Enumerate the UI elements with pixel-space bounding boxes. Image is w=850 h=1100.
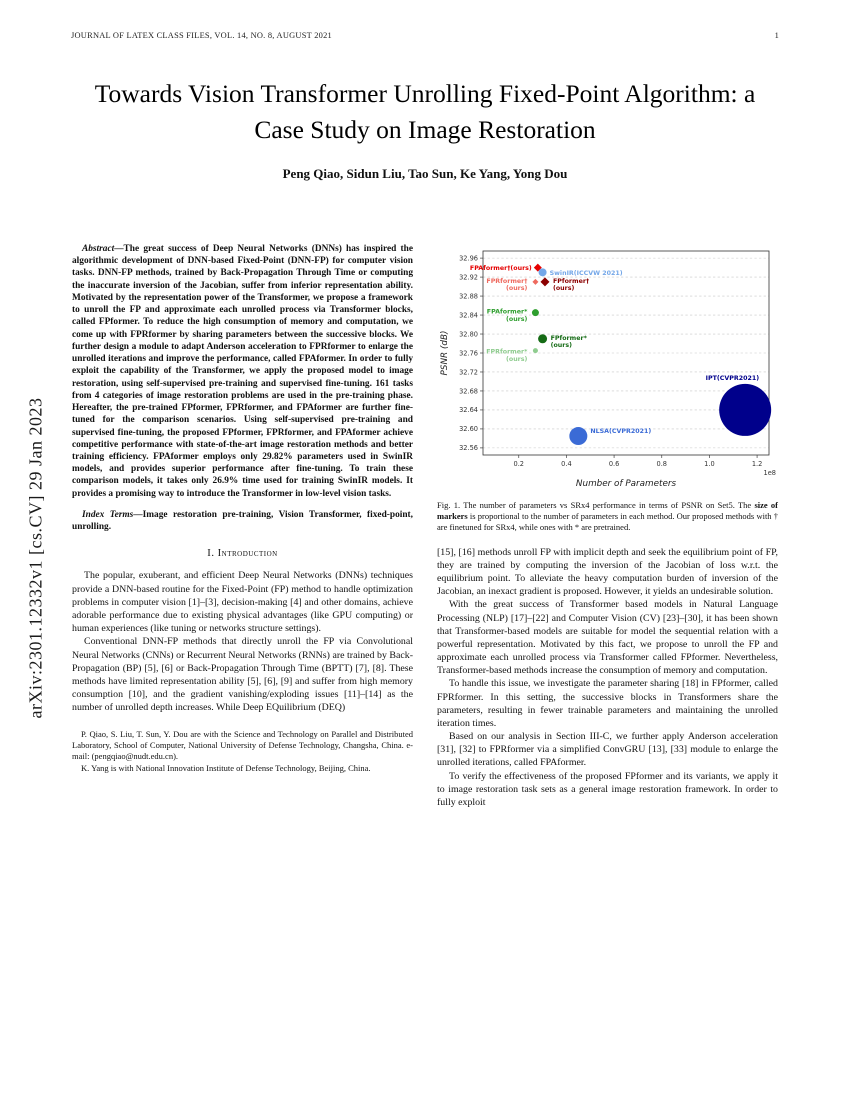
body-paragraph-4: Based on our analysis in Section III-C, we further apply Anderson acceleration [31], [32] to FPRformer via a simplified ConvGRU [13], [33] module to enlarge the unrolled iterations, called FPAformer. (437, 731, 778, 769)
svg-text:32.60: 32.60 (459, 425, 478, 434)
svg-text:FPAformer*(ours): FPAformer* (ours) (486, 308, 528, 323)
svg-text:32.76: 32.76 (459, 349, 478, 358)
body-paragraph-3: To handle this issue, we investigate the parameter sharing [18] in FPformer, called FPRformer. In this setting, the successive blocks in Transformers share the parameters, resulting in fewer trainable parameters and maintaining the unrolled iteration times. (437, 678, 778, 729)
intro-paragraph-1: The popular, exuberant, and efficient Deep Neural Networks (DNNs) techniques provide a DNN-based routine for the Fixed-Point (FP) method to handle optimization problems in computer vision [1]–[3], decision-making [4] and other domains, achieve adorable performance due to existing physical advantages (like GPU computing) or human experiences (like tuning or networks structure settings). (72, 570, 413, 635)
scatter-plot-parameters-vs-psnr (437, 243, 778, 493)
arxiv-watermark: arXiv:2301.12332v1 [cs.CV] 29 Jan 2023 (25, 397, 46, 719)
section-heading-introduction: I. Introduction (207, 548, 278, 560)
paper-authors: Peng Qiao, Sidun Liu, Tao Sun, Ke Yang, Yong Dou (282, 166, 568, 181)
svg-text:32.72: 32.72 (459, 368, 478, 377)
index-terms-text: —Image restoration pre-training, Vision Transformer, fixed-point, unrolling. (72, 509, 413, 533)
svg-text:32.56: 32.56 (459, 444, 478, 453)
journal-header-text: JOURNAL OF LATEX CLASS FILES, VOL. 14, NO. 8, AUGUST 2021 (71, 31, 332, 40)
abstract-text: —The great success of Deep Neural Networks (DNNs) has inspired the algorithmic development of DNN-based Fixed-Point (DNN-FP) for computer vision tasks. DNN-FP methods, trained by Back-Propagation Through Time or computing the inaccurate inversion of the Jacobian, suffer from inferior representation ability. Motivated by the representation power of the Transformer, we propose a framework to unroll the FP and approximate each unrolled process via Transformer blocks, called FPformer. To reduce the high consumption of memory and computation, we come up with FPRformer by sharing parameters between the successive blocks. We further design a module to adapt Anderson acceleration to FPRformer to enlarge the unrolled iterations and improve the performance, called FPAformer. In order to fully exploit the capability of the Transformer, we apply the proposed model to image restoration, using self-supervised pre-training and supervised fine-tuning. 161 tasks from 4 categories of image restoration problems are used in the pre-training phase. Hereafter, the pre-trained FPformer, FPRformer, and FPAformer are further fine-tuned for the comparison scenarios. Using self-supervised pre-training and supervised fine-tuning, the proposed FPformer, FPRformer, and FPAformer achieve competitive performance with state-of-the-art image restoration methods and better training efficiency. FPAformer employs only 29.82% parameters used in SwinIR models, and provides superior performance after fine-tuning. To train these comparison models, it takes only 26.9% time used for training SwinIR models. It provides a promising way to introduce the Transformer in low-level vision tasks. (72, 244, 413, 499)
svg-text:32.96: 32.96 (459, 254, 478, 263)
footnotes (72, 729, 413, 773)
svg-text:32.88: 32.88 (459, 292, 478, 301)
svg-text:FPformer*(ours): FPformer* (ours) (550, 334, 587, 349)
svg-text:FPRformer†(ours): FPRformer† (ours) (486, 277, 528, 293)
page-number: 1 (774, 31, 779, 40)
body-paragraph-1: [15], [16] methods unroll FP with implicit depth and seek the equilibrium point of FP, they are trained by computing the inversion of the Jacobian of loss w.r.t. the equilibrium point. To alleviate the heavy computation burden of inversion of the Jacobian, an inexact gradient is proposed. However, it yields an undesirable solution. (437, 546, 778, 598)
intro-paragraph-2: Conventional DNN-FP methods that directly unroll the FP via Convolutional Neural Networks (CNNs) or Recurrent Neural Networks (RNNs) are trained by Back-Propagation (BP) [5], [6] or Back-Propagation Through Time (BPTT) [7], [8]. These methods have limited representation ability [5], [6], [9] and suffer from high memory consumption [10], and the gradient vanishing/exploding issues [11]–[14] as the number of unrolled depth increases. While Deep EQuilibrium (DEQ) (72, 636, 413, 714)
svg-text:1.0: 1.0 (704, 460, 715, 468)
footnote-affiliation-2: K. Yang is with National Innovation Institute of Defense Technology, Beijing, China. (81, 762, 371, 773)
body-paragraph-5: To verify the effectiveness of the proposed FPformer and its variants, we apply it to image restoration task sets as a general image restoration framework. In order to fully exploit (437, 770, 778, 808)
caption-text-post: is proportional to the number of parameters in each method. Our proposed methods with † are finetuned for SRx4, while ones with * are pretrained. (437, 511, 778, 533)
caption-text-pre: Fig. 1. The number of parameters vs SRx4 performance in terms of PSNR on Set5. The (437, 500, 755, 510)
svg-text:32.64: 32.64 (459, 406, 478, 415)
svg-text:FPAformer†(ours): FPAformer†(ours) (469, 265, 532, 273)
svg-text:PSNR (dB): PSNR (dB) (440, 330, 450, 376)
svg-text:FPformer†(ours): FPformer† (ours) (552, 277, 590, 293)
abstract-paragraph (72, 243, 413, 500)
figure-1-caption (437, 500, 778, 534)
right-column (437, 243, 778, 809)
svg-text:32.68: 32.68 (459, 387, 478, 396)
paper-title: Towards Vision Transformer Unrolling Fixed-Point Algorithm: a Case Study on Image Restoration (94, 79, 756, 144)
svg-text:32.84: 32.84 (459, 311, 478, 320)
index-terms-paragraph (72, 509, 413, 533)
page-header (71, 31, 779, 40)
svg-text:32.92: 32.92 (459, 273, 478, 282)
caption-text-bold: size of markers (437, 500, 779, 522)
svg-text:0.8: 0.8 (656, 460, 667, 468)
abstract-lead: Abstract (82, 244, 115, 254)
footnote-affiliation-1: P. Qiao, S. Liu, T. Sun, Y. Dou are with the Science and Technology on Parallel and Distributed Laboratory, School of Computer, National University of Defense Technology, Changsha, China. e-mail: (pengqiao@nudt.edu.cn). (72, 729, 413, 762)
svg-text:1e8: 1e8 (763, 469, 776, 477)
index-terms-lead: Index Terms (82, 509, 134, 520)
svg-text:FPRformer*(ours): FPRformer* (ours) (486, 348, 528, 363)
svg-text:1.2: 1.2 (751, 460, 763, 468)
svg-text:0.6: 0.6 (608, 460, 620, 468)
svg-text:0.2: 0.2 (513, 460, 524, 468)
svg-text:0.4: 0.4 (561, 460, 572, 468)
svg-text:SwinIR(ICCVW 2021): SwinIR(ICCVW 2021) (549, 269, 623, 277)
svg-text:NLSA(CVPR2021): NLSA(CVPR2021) (590, 428, 652, 436)
figure-1 (437, 243, 778, 493)
svg-text:Number of Parameters: Number of Parameters (575, 479, 677, 489)
left-column (72, 243, 413, 774)
svg-text:32.80: 32.80 (459, 330, 478, 339)
body-paragraph-2: With the great success of Transformer based models in Natural Language Processing (NLP) [17]–[22] and Computer Vision (CV) [23]–[30], it has been shown that Transformer-based models are suitable for model the sequential relation with a powerful representation. Motivated by this fact, we propose to unroll the FP and approximate each unrolled process via Transformer called FPformer. Nevertheless, Transformer-based methods increase the consumption of memory and computation. (437, 599, 778, 677)
svg-text:IPT(CVPR2021): IPT(CVPR2021) (705, 374, 760, 382)
